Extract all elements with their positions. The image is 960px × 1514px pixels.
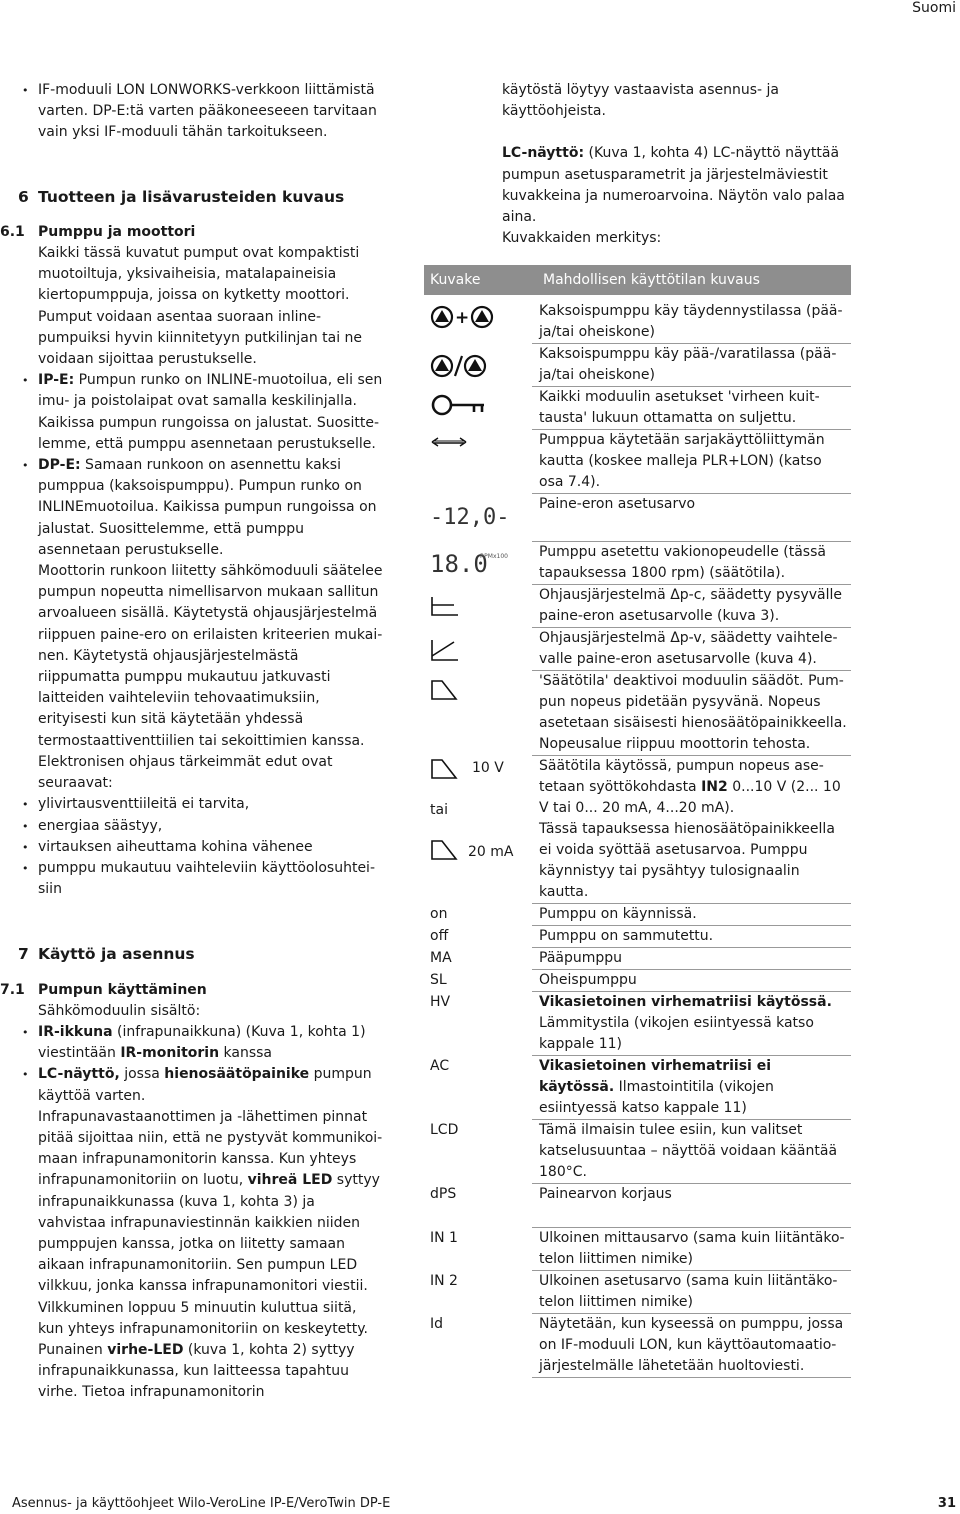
- symbol-cell: IN 1: [430, 1229, 458, 1246]
- module-contents-list: [38, 1022, 383, 1107]
- list-item: • IF-moduuli LON LONWORKS-verkkoon liittämistä varten. DP-E:tä varten pääkoneeseeen tarvitaan vain yksi IF-moduuli tähän tarkoitukseen.: [38, 80, 383, 144]
- lcd-rpm-label: RPMx100: [480, 552, 508, 560]
- description-cell: Paine-eron asetusarvo: [532, 494, 851, 542]
- symbol-cell: IN 2: [430, 1272, 458, 1289]
- paragraph: käytöstä löytyy vastaavista asennus- ja käyttöohjeista.: [502, 82, 780, 120]
- list-item: • ylivirtausventtiileitä ei tarvita,: [38, 794, 383, 815]
- list-item: • virtauksen aiheuttama kohina vähenee: [38, 837, 383, 858]
- symbol-table: [424, 265, 851, 1378]
- symbol-cell: [424, 542, 532, 585]
- dp-v-mode-icon: [430, 638, 460, 662]
- paragraph: Kuvakkaiden merkitys:: [502, 230, 662, 247]
- table-row: [424, 430, 851, 494]
- table-row: [424, 992, 851, 1056]
- intro-list: [38, 80, 383, 144]
- paragraph: Kaikki tässä kuvatut pumput ovat kompaktisti muotoiltuja, yksivaiheisia, matalapaineisia kiertopumppuja, joissa on kytketty moottori. Pumput voidaan asentaa suoraan inline-pumpuiksi hyvin kiinnitetyyn putkilinjan tai ne voidaan sijoittaa perustukselle.: [38, 245, 363, 368]
- symbol-cell: off: [430, 927, 449, 944]
- table-row: [424, 756, 851, 904]
- description-cell: 'Säätötila' deaktivoi moduulin säädöt. Pumpun nopeus pidetään pysyvänä. Nopeus asetetaan sisäisesti hienosäätöpainikkeella. Nopeusalue riippuu moottorin tehosta.: [532, 671, 851, 756]
- table-row: [424, 494, 851, 542]
- symbol-cell: Id: [430, 1315, 444, 1332]
- rpm-display-icon: [430, 550, 526, 576]
- column-header: Kuvake: [424, 265, 532, 295]
- description-cell: Pumppu on sammutettu.: [532, 926, 851, 948]
- symbol-cell: [424, 585, 532, 628]
- symbol-cell: MA: [430, 949, 452, 966]
- description-cell: Pumppu on käynnissä.: [532, 904, 851, 926]
- list-item: • IP-E: Pumpun runko on INLINE-muotoilua, eli sen imu- ja poistolaipat ovat samalla keskilinjalla. Kaikissa pumpun rungoissa on jalustat. Suosittelemme, että pumppu asennetaan perustukselle.: [38, 370, 383, 455]
- table-row: [424, 1271, 851, 1314]
- table-row: [424, 904, 851, 926]
- section-7-1-heading: 7.1 Pumpun käyttäminen: [0, 981, 207, 998]
- description-cell: Pumppu asetettu vakionopeudelle (tässä tapauksessa 1800 rpm) (säätötila).: [532, 542, 851, 585]
- description-cell: Näytetään, kun kyseessä on pumppu, jossa on IF-moduuli LON, kun käyttöautomaatiojärjestelmälle lähetetään huoltoviesti.: [532, 1314, 851, 1378]
- table-row: [424, 1184, 851, 1228]
- table-row: [424, 1056, 851, 1120]
- list-item: • IR-ikkuna (infrapunaikkuna) (Kuva 1, kohta 1) viestintään IR-monitorin kanssa: [38, 1022, 383, 1064]
- page-number: 31: [937, 1496, 956, 1511]
- list-item: • energiaa säästyy,: [38, 816, 383, 837]
- right-column: [502, 80, 850, 249]
- top-bar: [0, 0, 960, 22]
- lcd-digits: -12,0-: [430, 504, 510, 530]
- table-row: [424, 1120, 851, 1184]
- symbol-cell: [424, 671, 532, 756]
- description-cell: Painearvon korjaus: [532, 1184, 851, 1228]
- symbol-cell: LCD: [430, 1121, 459, 1138]
- description-cell: Ohjausjärjestelmä Δp-c, säädetty pysyvälle paine-eron asetusarvolle (kuva 3).: [532, 585, 851, 628]
- description-cell: Vikasietoinen virhematriisi käytössä. Lämmitystila (vikojen esiintyessä katso kappale 11): [532, 992, 851, 1056]
- column-header: Mahdollisen käyttötilan kuvaus: [532, 265, 851, 295]
- paragraph: Elektronisen ohjaus tärkeimmät edut ovat seuraavat:: [38, 753, 333, 792]
- table-row: [424, 585, 851, 628]
- ctl-20ma: 20 mA: [430, 842, 528, 863]
- double-pump-main-standby-icon: [430, 354, 496, 378]
- control-mode-icon: [430, 839, 460, 861]
- table-row: [424, 628, 851, 671]
- symbol-cell: SL: [430, 971, 447, 988]
- list-item: • DP-E: Samaan runkoon on asennettu kaksi pumppua (kaksoispumppu). Pumpun runko on INLINEmuotoilua. Kaikissa pumpun rungoissa on jalustat. Suosittelemme, että pumppu asennetaan perustukselle.: [38, 455, 383, 561]
- symbol-cell: dPS: [430, 1185, 457, 1202]
- description-cell: Säätötila käytössä, pumpun nopeus asetetaan syöttökohdasta IN2 0...10 V (2... 10 V tai 0... 20 mA, 4...20 mA). Tässä tapauksessa hienosäätöpainikkeella ei voida syöttää asetusarvoa. Pumppu käynnistyy tai pysähtyy tulosignaalin kautta.: [532, 756, 851, 904]
- description-cell: Ulkoinen mittausarvo (sama kuin liitäntäkotelon liittimen nimike): [532, 1228, 851, 1271]
- advantages-list: [38, 794, 383, 900]
- section-7-heading: 7 Käyttö ja asennus: [18, 945, 195, 964]
- language-label: Suomi: [912, 0, 956, 16]
- table-row: [424, 1228, 851, 1271]
- symbol-cell: [424, 387, 532, 430]
- double-pump-parallel-icon: [430, 305, 496, 329]
- table-row: [424, 387, 851, 430]
- description-cell: Kaksoispumppu käy täydennystilassa (pääja/tai oheiskone): [532, 295, 851, 344]
- list-item: • LC-näyttö, jossa hienosäätöpainike pumpun käyttöä varten.: [38, 1064, 383, 1106]
- table-row: [424, 948, 851, 970]
- table-row: [424, 671, 851, 756]
- paragraph: Moottorin runkoon liitetty sähkömoduuli säätelee pumpun nopeutta nimellisarvon mukaan sallitun arvoalueen sisällä. Käytetystä ohjausjärjestelmä riippuen paine-ero on erilaisten kriteerien mukainen. Käytetystä ohjausjärjestelmästä riippumatta pumppu mukautuu jatkuvasti laitteiden vaihteleviin tehovaatimuksiin, erityisesti kun sitä käytetään yhdessä termostaattiventtiilien tai sekoittimien kanssa.: [38, 563, 383, 749]
- footer-doc-title: Asennus- ja käyttöohjeet Wilo-VeroLine IP-E/VeroTwin DP-E: [12, 1496, 391, 1511]
- description-cell: Pääpumppu: [532, 948, 851, 970]
- paragraph: LC-näyttö: (Kuva 1, kohta 4) LC-näyttö näyttää pumpun asetusparametrit ja järjestelmäviestit kuvakkeina ja numeroarvoina. Näytön valo palaa aina.: [502, 145, 845, 226]
- table-row: [424, 1314, 851, 1378]
- symbol-cell: on: [430, 905, 448, 922]
- symbol-cell: [424, 494, 532, 542]
- symbol-cell: [424, 430, 532, 494]
- list-item: • pumppu mukautuu vaihteleviin käyttöolosuhteisiin: [38, 858, 383, 900]
- table-row: [424, 542, 851, 585]
- table-row: [424, 295, 851, 344]
- description-cell: Ulkoinen asetusarvo (sama kuin liitäntäkotelon liittimen nimike): [532, 1271, 851, 1314]
- description-cell: Vikasietoinen virhematriisi ei käytössä. Ilmastointitila (vikojen esiintyessä katso kappale 11): [532, 1056, 851, 1120]
- control-mode-icon: [430, 758, 460, 780]
- symbol-cell: [424, 756, 532, 904]
- table-row: [424, 344, 851, 387]
- description-cell: Kaikki moduulin asetukset 'virheen kuittausta' lukuun ottamatta on suljettu.: [532, 387, 851, 430]
- left-column: [0, 80, 383, 1404]
- description-cell: Pumppua käytetään sarjakäyttöliittymän kautta (koskee malleja PLR+LON) (katso osa 7.4).: [532, 430, 851, 494]
- serial-interface-arrow-icon: [430, 436, 470, 450]
- paragraph: Sähkömoduulin sisältö:: [38, 1002, 201, 1019]
- description-cell: Ohjausjärjestelmä Δp-v, säädetty vaihtelevalle paine-eron asetusarvolle (kuva 4).: [532, 628, 851, 671]
- table-row: [424, 970, 851, 992]
- symbol-cell: [424, 295, 532, 344]
- ctl-10v: 10 V: [430, 758, 528, 779]
- pump-type-list: [38, 370, 383, 561]
- lcd-digits: 18.0: [430, 549, 488, 578]
- description-cell: Tämä ilmaisin tulee esiin, kun valitset katselusuuntaa – näyttöä voidaan kääntää 180°C.: [532, 1120, 851, 1184]
- or-label: tai: [430, 801, 448, 818]
- description-cell: Kaksoispumppu käy pää-/varatilassa (pääja/tai oheiskone): [532, 344, 851, 387]
- symbol-cell: [424, 344, 532, 387]
- table-header-row: [424, 265, 851, 295]
- dp-c-mode-icon: [430, 595, 460, 617]
- symbol-cell: HV: [430, 993, 451, 1010]
- symbol-cell: [424, 628, 532, 671]
- symbol-cell: AC: [430, 1057, 450, 1074]
- table-row: [424, 926, 851, 948]
- description-cell: Oheispumppu: [532, 970, 851, 992]
- setpoint-display-icon: [430, 502, 510, 530]
- key-lock-icon: [430, 393, 490, 417]
- svg-text:+: +: [455, 308, 470, 328]
- section-6-1-heading: 6.1 Pumppu ja moottori: [0, 223, 196, 240]
- control-mode-icon: [430, 679, 460, 701]
- section-6-heading: 6 Tuotteen ja lisävarusteiden kuvaus: [18, 187, 345, 206]
- paragraph: Infrapunavastaanottimen ja -lähettimen pinnat pitää sijoittaa niin, että ne pystyvät kommunikoimaan infrapunamonitorin kanssa. Kun yhteys infrapunamonitoriin on luotu, vihreä LED syttyy infrapunaikkunassa (kuva 1, kohta 3) ja vahvistaa infrapunaviestinnän kaikkien niiden pumppujen kanssa, jotka on liitetty samaan aikaan infrapunamonitoriin. Sen pumpun LED vilkkuu, jonka kanssa infrapunamonitori viestii. Vilkkuminen loppuu 5 minuutin kuluttua siitä, kun yhteys infrapunamonitoriin on keskeytetty. Punainen virhe-LED (kuva 1, kohta 2) syttyy infrapunaikkunassa, kun laitteessa tapahtuu virhe. Tietoa infrapunamonitorin: [38, 1108, 383, 1401]
